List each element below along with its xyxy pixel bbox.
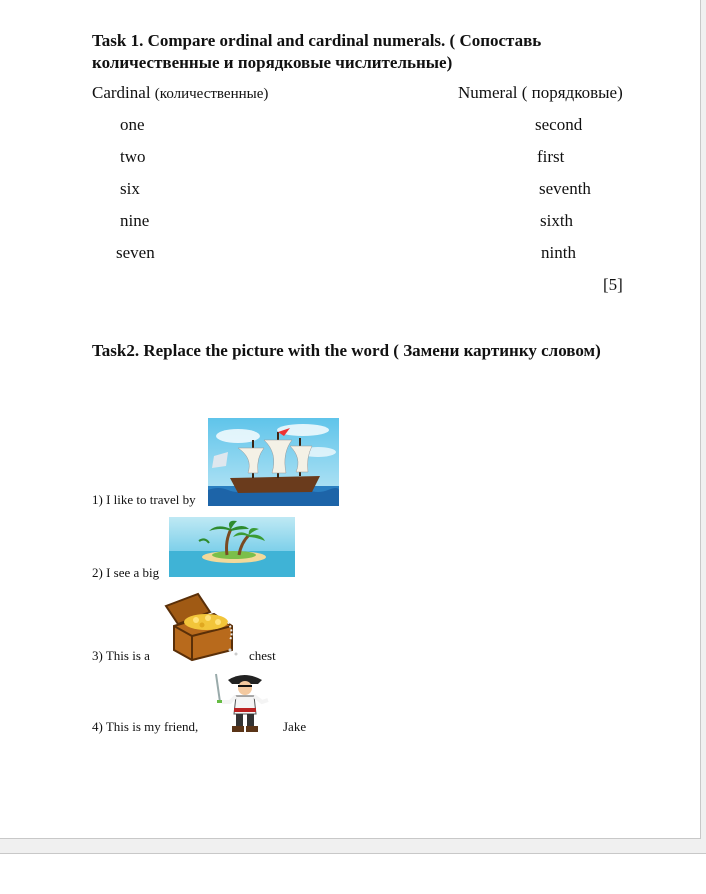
cardinal-word: six [120, 179, 140, 198]
task1-title: Task 1. Compare ordinal and cardinal numerals. ( Сопоставь количественные и порядковые числительные) [92, 31, 542, 72]
item1-text: 1) I like to travel by [92, 492, 196, 507]
pirate-picture [212, 672, 278, 734]
cardinal-header [92, 83, 268, 103]
cardinal-word: nine [120, 211, 150, 230]
cardinal-word: seven [116, 243, 155, 262]
item2-text: 2) I see a big [92, 565, 160, 580]
item3-text: 3) This is a [92, 648, 150, 663]
numeral-header: Numeral ( порядковые) [458, 83, 623, 102]
ordinal-word: second [535, 115, 583, 134]
task2-title: Task2. Replace the picture with the word ( Замени картинку словом) [92, 341, 601, 360]
ordinal-word: seventh [539, 179, 591, 198]
item4-text: 4) This is my friend, [92, 719, 199, 734]
island-picture [169, 517, 295, 577]
cardinal-word: two [120, 147, 146, 166]
score-label: [5] [603, 275, 623, 294]
cardinal-word: one [120, 115, 145, 134]
treasure-chest-picture [158, 592, 244, 662]
ordinal-word: sixth [540, 211, 574, 230]
item3-after-text: chest [249, 648, 276, 663]
ordinal-word: first [537, 147, 565, 166]
cardinal-header-note: (количественные) [154, 86, 269, 102]
ordinal-word: ninth [541, 243, 576, 262]
item4-after-text: Jake [283, 719, 307, 734]
cardinal-header-main: Cardinal [92, 83, 155, 102]
next-page-edge [0, 853, 706, 894]
ship-picture [208, 418, 339, 506]
